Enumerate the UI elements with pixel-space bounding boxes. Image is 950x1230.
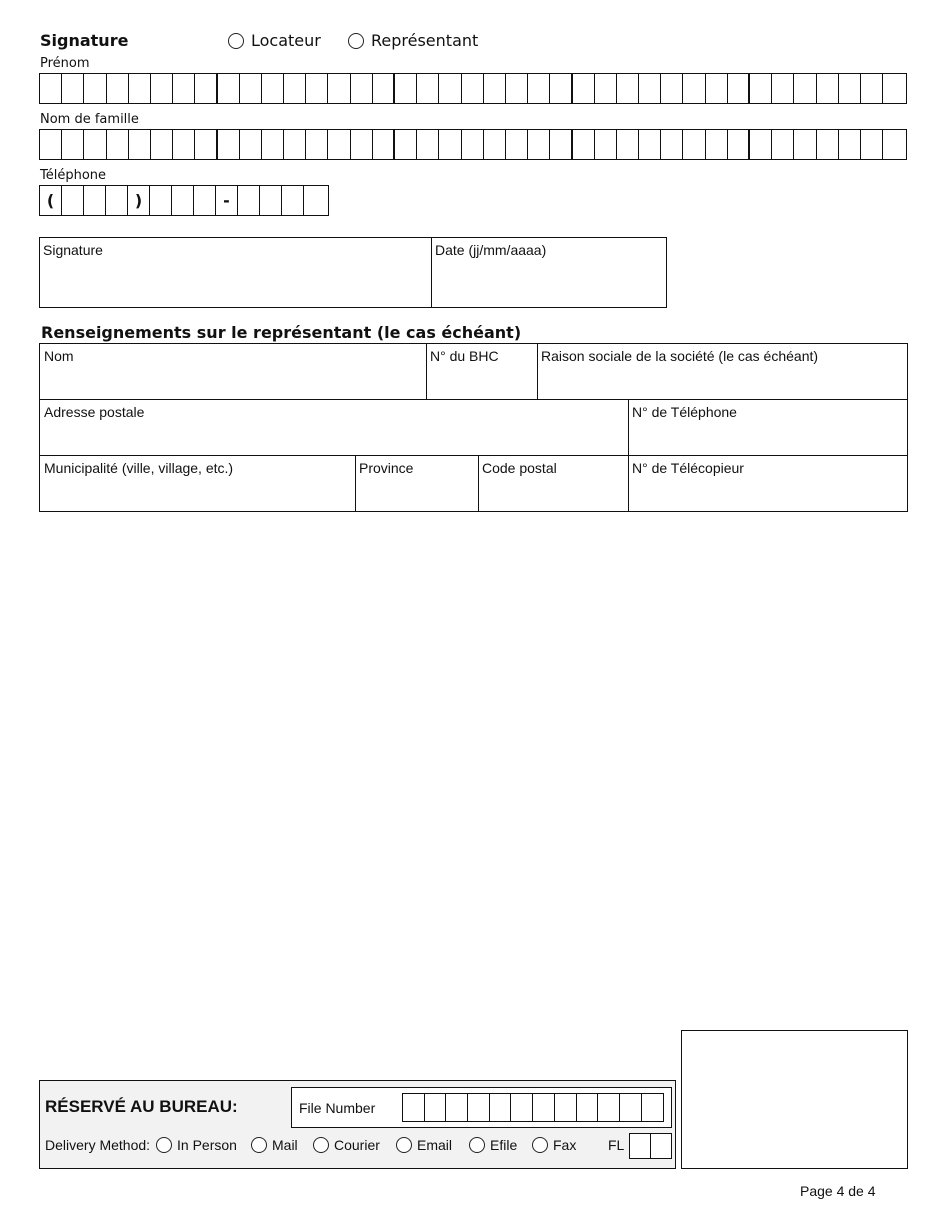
divider [426, 344, 427, 400]
radio-circle-icon [348, 33, 364, 49]
rep-phone-field[interactable] [630, 422, 907, 454]
representative-grid [39, 343, 908, 512]
char-cell[interactable] [573, 74, 595, 103]
char-cell[interactable] [484, 130, 506, 159]
page-number: Page 4 de 4 [800, 1183, 876, 1199]
char-cell[interactable] [839, 74, 861, 103]
char-cell[interactable] [661, 130, 683, 159]
char-cell[interactable] [683, 74, 705, 103]
char-cell[interactable] [577, 1094, 599, 1121]
char-cell[interactable] [706, 130, 728, 159]
fl-cell[interactable] [630, 1134, 651, 1158]
rep-postal-code-label: Code postal [482, 460, 557, 476]
radio-circle-icon [469, 1137, 485, 1153]
char-cell[interactable] [40, 130, 62, 159]
phone-cell[interactable] [304, 186, 326, 215]
char-cell[interactable] [284, 130, 306, 159]
char-cell[interactable] [439, 130, 461, 159]
rep-bhc-label: N° du BHC [430, 348, 499, 364]
char-cell[interactable] [728, 74, 750, 103]
file-number-label: File Number [299, 1100, 376, 1116]
phone-close-paren: ) [128, 186, 150, 215]
char-cell[interactable] [772, 130, 794, 159]
delivery-email[interactable] [396, 1137, 452, 1153]
rep-name-label: Nom [44, 348, 74, 364]
char-cell[interactable] [173, 74, 195, 103]
char-cell[interactable] [173, 130, 195, 159]
char-cell[interactable] [468, 1094, 490, 1121]
fl-cell[interactable] [651, 1134, 672, 1158]
char-cell[interactable] [617, 130, 639, 159]
char-cell[interactable] [683, 130, 705, 159]
phone-open-paren: ( [40, 186, 62, 215]
char-cell[interactable] [506, 130, 528, 159]
radio-representant[interactable] [348, 31, 478, 50]
char-cell[interactable] [328, 74, 350, 103]
char-cell[interactable] [794, 74, 816, 103]
rep-municipality-label: Municipalité (ville, village, etc.) [44, 460, 234, 476]
divider [478, 456, 479, 512]
char-cell[interactable] [883, 74, 905, 103]
char-cell[interactable] [62, 130, 84, 159]
char-cell[interactable] [240, 130, 262, 159]
char-cell[interactable] [533, 1094, 555, 1121]
rep-fax-field[interactable] [630, 478, 907, 510]
divider [40, 455, 907, 456]
radio-representant-label: Représentant [371, 31, 479, 50]
file-number-box [291, 1087, 672, 1128]
rep-address-label: Adresse postale [44, 404, 145, 420]
char-cell[interactable] [218, 74, 240, 103]
date-field[interactable] [433, 260, 665, 306]
char-cell[interactable] [351, 74, 373, 103]
delivery-mail[interactable] [251, 1137, 298, 1153]
char-cell[interactable] [262, 74, 284, 103]
char-cell[interactable] [661, 74, 683, 103]
phone-cell[interactable] [106, 186, 128, 215]
last-name-label: Nom de famille [40, 112, 139, 127]
char-cell[interactable] [642, 1094, 664, 1121]
char-cell[interactable] [84, 74, 106, 103]
char-cell[interactable] [306, 74, 328, 103]
char-cell[interactable] [817, 130, 839, 159]
date-field-label: Date (jj/mm/aaaa) [435, 242, 547, 258]
char-cell[interactable] [403, 1094, 425, 1121]
char-cell[interactable] [195, 74, 217, 103]
rep-fax-label: N° de Télécopieur [632, 460, 744, 476]
rep-municipality-field[interactable] [41, 478, 354, 510]
char-cell[interactable] [595, 74, 617, 103]
char-cell[interactable] [839, 130, 861, 159]
signature-date-box [39, 237, 667, 308]
office-use-panel [39, 1080, 676, 1169]
char-cell[interactable] [550, 130, 572, 159]
rep-postal-code-field[interactable] [480, 478, 627, 510]
delivery-option-label: Mail [272, 1137, 298, 1153]
rep-name-field[interactable] [41, 366, 425, 398]
delivery-in-person[interactable] [156, 1137, 237, 1153]
office-use-title: RÉSERVÉ AU BUREAU: [45, 1097, 238, 1116]
char-cell[interactable] [129, 130, 151, 159]
phone-cell[interactable] [260, 186, 282, 215]
char-cell[interactable] [62, 74, 84, 103]
first-name-input[interactable] [39, 73, 907, 104]
phone-input[interactable] [39, 185, 329, 216]
rep-bhc-field[interactable] [428, 366, 536, 398]
rep-phone-label: N° de Téléphone [632, 404, 737, 420]
char-cell[interactable] [861, 130, 883, 159]
char-cell[interactable] [490, 1094, 512, 1121]
phone-cell[interactable] [238, 186, 260, 215]
char-cell[interactable] [462, 130, 484, 159]
char-cell[interactable] [706, 74, 728, 103]
char-cell[interactable] [373, 74, 395, 103]
char-cell[interactable] [40, 74, 62, 103]
delivery-option-label: Efile [490, 1137, 518, 1153]
radio-circle-icon [396, 1137, 412, 1153]
char-cell[interactable] [240, 74, 262, 103]
char-cell[interactable] [617, 74, 639, 103]
first-name-label: Prénom [40, 56, 90, 71]
phone-label: Téléphone [40, 168, 107, 183]
phone-cell[interactable] [84, 186, 106, 215]
rep-company-label: Raison sociale de la société (le cas échéant) [541, 348, 819, 364]
char-cell[interactable] [218, 130, 240, 159]
rep-company-field[interactable] [539, 366, 907, 398]
char-cell[interactable] [528, 74, 550, 103]
radio-locateur-label: Locateur [251, 31, 321, 50]
char-cell[interactable] [883, 130, 905, 159]
office-stamp-box [681, 1030, 908, 1169]
delivery-option-label: Fax [553, 1137, 577, 1153]
char-cell[interactable] [462, 74, 484, 103]
char-cell[interactable] [439, 74, 461, 103]
delivery-option-label: In Person [177, 1137, 237, 1153]
phone-cell[interactable] [194, 186, 216, 215]
rep-address-field[interactable] [41, 422, 627, 454]
divider [431, 238, 432, 307]
fl-input[interactable] [629, 1133, 672, 1159]
char-cell[interactable] [794, 130, 816, 159]
char-cell[interactable] [484, 74, 506, 103]
delivery-option-label: Courier [334, 1137, 380, 1153]
phone-cell[interactable] [172, 186, 194, 215]
fl-label: FL [608, 1137, 625, 1153]
char-cell[interactable] [506, 74, 528, 103]
representative-section-title: Renseignements sur le représentant (le cas échéant) [41, 323, 522, 342]
divider [628, 400, 629, 512]
char-cell[interactable] [195, 130, 217, 159]
char-cell[interactable] [417, 130, 439, 159]
char-cell[interactable] [555, 1094, 577, 1121]
divider [40, 399, 907, 400]
char-cell[interactable] [750, 130, 772, 159]
char-cell[interactable] [550, 74, 572, 103]
signature-field-label: Signature [43, 242, 103, 258]
char-cell[interactable] [728, 130, 750, 159]
phone-cell[interactable] [150, 186, 172, 215]
char-cell[interactable] [528, 130, 550, 159]
rep-province-label: Province [359, 460, 414, 476]
char-cell[interactable] [395, 130, 417, 159]
char-cell[interactable] [351, 130, 373, 159]
delivery-courier[interactable] [313, 1137, 380, 1153]
divider [355, 456, 356, 512]
phone-cell[interactable] [282, 186, 304, 215]
rep-province-field[interactable] [357, 478, 477, 510]
delivery-option-label: Email [417, 1137, 453, 1153]
radio-locateur[interactable] [228, 31, 321, 50]
char-cell[interactable] [861, 74, 883, 103]
char-cell[interactable] [417, 74, 439, 103]
char-cell[interactable] [151, 130, 173, 159]
signature-field[interactable] [41, 260, 429, 306]
divider [537, 344, 538, 400]
char-cell[interactable] [373, 130, 395, 159]
char-cell[interactable] [306, 130, 328, 159]
delivery-efile[interactable] [469, 1137, 517, 1153]
char-cell[interactable] [395, 74, 417, 103]
char-cell[interactable] [262, 130, 284, 159]
char-cell[interactable] [772, 74, 794, 103]
char-cell[interactable] [750, 74, 772, 103]
delivery-method-label: Delivery Method: [45, 1137, 151, 1153]
char-cell[interactable] [284, 74, 306, 103]
char-cell[interactable] [639, 130, 661, 159]
char-cell[interactable] [620, 1094, 642, 1121]
radio-circle-icon [156, 1137, 172, 1153]
char-cell[interactable] [129, 74, 151, 103]
file-number-input[interactable] [402, 1093, 664, 1122]
phone-dash: - [216, 186, 238, 215]
char-cell[interactable] [511, 1094, 533, 1121]
char-cell[interactable] [817, 74, 839, 103]
radio-circle-icon [532, 1137, 548, 1153]
signature-section-title: Signature [40, 31, 129, 50]
radio-circle-icon [313, 1137, 329, 1153]
char-cell[interactable] [328, 130, 350, 159]
char-cell[interactable] [107, 130, 129, 159]
char-cell[interactable] [107, 74, 129, 103]
radio-circle-icon [228, 33, 244, 49]
char-cell[interactable] [595, 130, 617, 159]
last-name-input[interactable] [39, 129, 907, 160]
char-cell[interactable] [151, 74, 173, 103]
delivery-fax[interactable] [532, 1137, 576, 1153]
char-cell[interactable] [573, 130, 595, 159]
radio-circle-icon [251, 1137, 267, 1153]
char-cell[interactable] [598, 1094, 620, 1121]
char-cell[interactable] [84, 130, 106, 159]
char-cell[interactable] [425, 1094, 447, 1121]
char-cell[interactable] [446, 1094, 468, 1121]
phone-cell[interactable] [62, 186, 84, 215]
char-cell[interactable] [639, 74, 661, 103]
